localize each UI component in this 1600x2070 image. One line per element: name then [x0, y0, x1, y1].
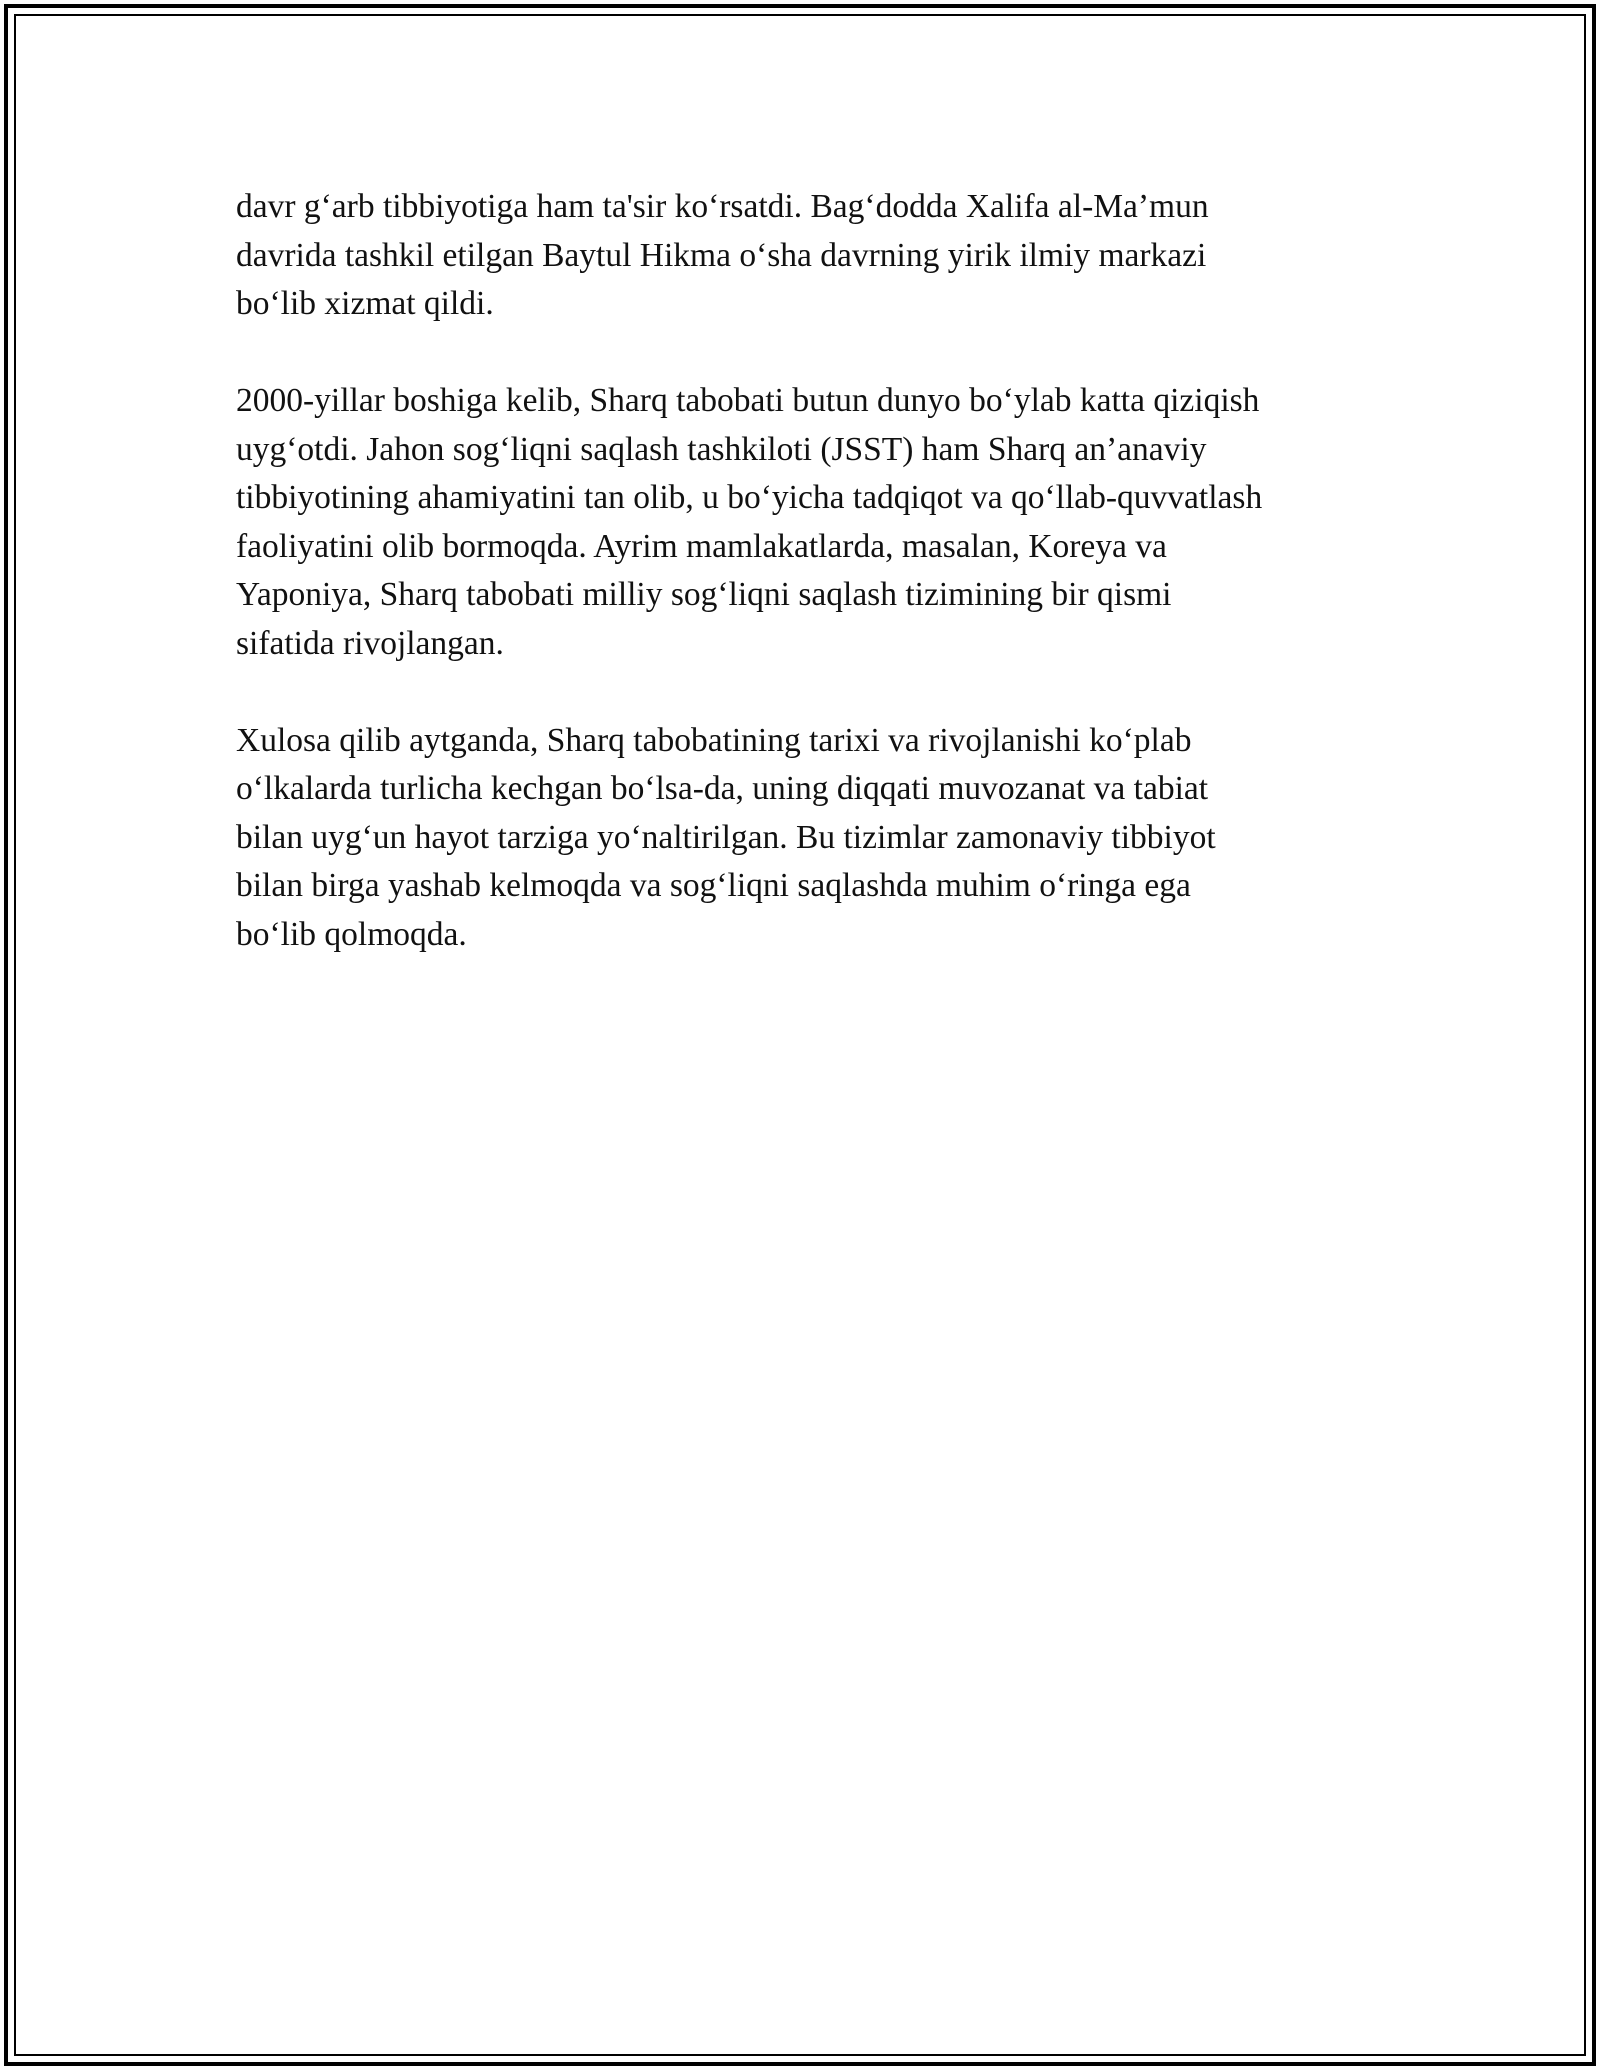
- paragraph-1: davr g‘arb tibbiyotiga ham ta'sir ko‘rsatdi. Bag‘dodda Xalifa al-Ma’mun davrida tashkil etilgan Baytul Hikma o‘sha davrning yirik ilmiy markazi bo‘lib xizmat qildi.: [236, 188, 1209, 322]
- paragraph-3: Xulosa qilib aytganda, Sharq tabobatining tarixi va rivojlanishi ko‘plab o‘lkalarda turlicha kechgan bo‘lsa-da, uning diqqati muvozanat va tabiat bilan uyg‘un hayot tarziga yo‘naltirilgan. Bu tizimlar zamonaviy tibbiyot bilan birga yashab kelmoqda va sog‘liqni saqlashda muhim o‘ringa ega bo‘lib qolmoqda.: [236, 721, 1216, 953]
- document-body: [236, 183, 1366, 1008]
- paragraph-2: 2000-yillar boshiga kelib, Sharq tabobati butun dunyo bo‘ylab katta qiziqish uyg‘otdi. Jahon sog‘liqni saqlash tashkiloti (JSST) ham Sharq an’anaviy tibbiyotining ahamiyatini tan olib, u bo‘yicha tadqiqot va qo‘llab-quvvatlash faoliyatini olib bormoqda. Ayrim mamlakatlarda, masalan, Koreya va Yaponiya, Sharq tabobati milliy sog‘liqni saqlash tizimining bir qismi sifatida rivojlangan.: [236, 382, 1263, 662]
